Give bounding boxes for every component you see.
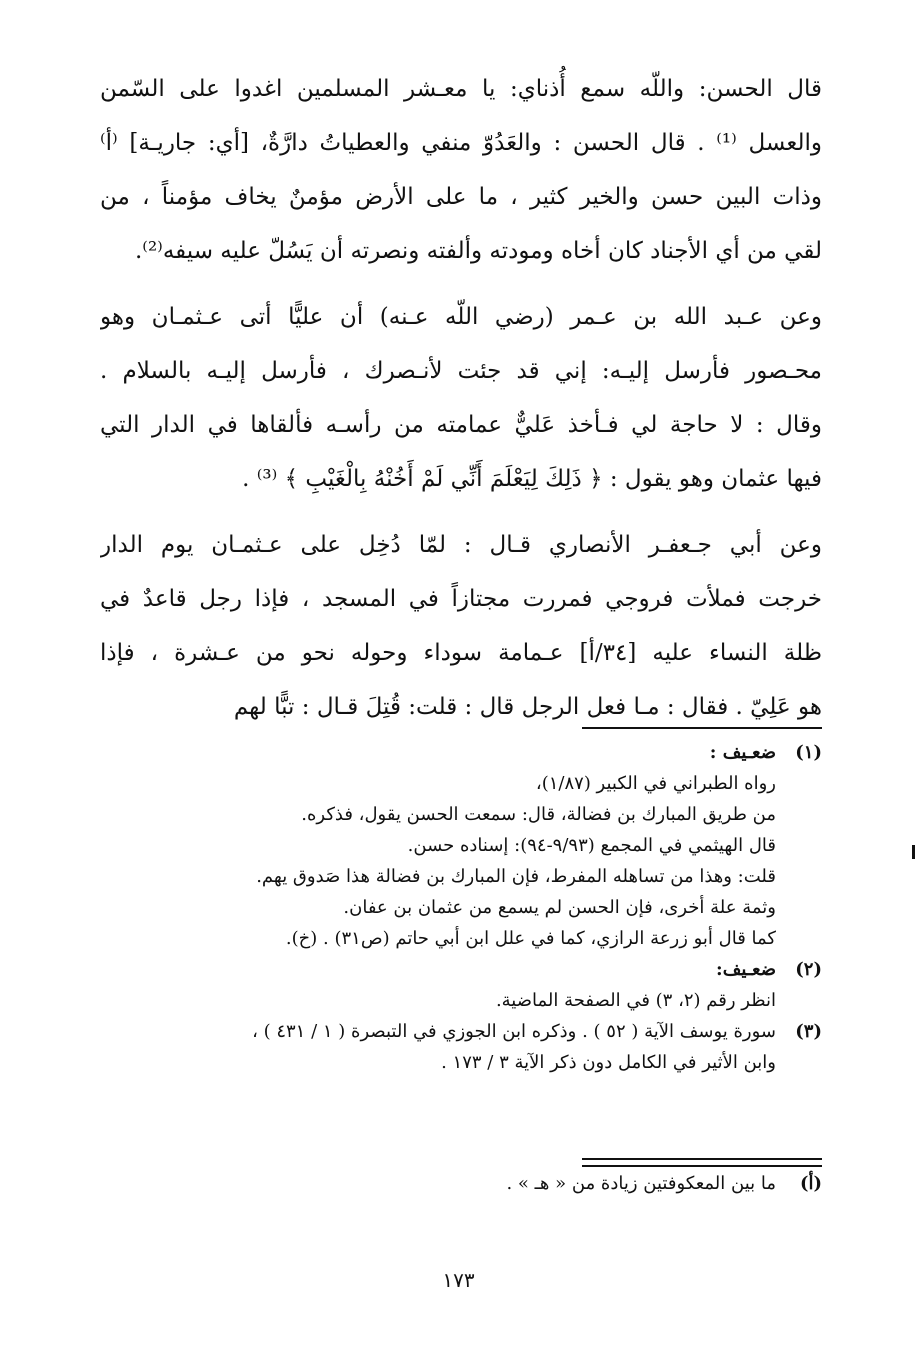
- footnote-line: كما قال أبو زرعة الرازي، كما في علل ابن أبي حاتم (ص٣١) . (خ).: [285, 928, 776, 949]
- text-line: وعن أبي جـعفـر الأنصاري قـال : لمّا دُخِل على عـثمـان يوم الدار: [100, 532, 822, 558]
- text-line: ظلة النساء عليه [٣٤/أ] عـمامة سوداء وحوله نحو من عـشرة ، فإذا: [100, 640, 822, 666]
- footnote-line: قال الهيثمي في المجمع (٩/٩٣-٩٤): إسناده حسن.: [407, 835, 776, 856]
- text-line: والعسل ⁽¹⁾ . قال الحسن : والعَدُوّ منفي والعطياتُ دارَّةٌ، [أي: جاريـة] ⁽أ⁾: [100, 130, 822, 156]
- footnote-line: من طريق المبارك بن فضالة، قال: سمعت الحسن يقول، فذكره.: [301, 804, 776, 825]
- paragraph: [100, 290, 822, 506]
- footnote-line: وابن الأثير في الكامل دون ذكر الآية ٣ / ١٧٣ .: [441, 1052, 776, 1073]
- marginal-note-separator: [582, 1158, 822, 1167]
- footnote-line: رواه الطبراني في الكبير (١/٨٧)،: [535, 773, 776, 794]
- text-line: وعن عـبد الله بن عـمر (رضي اللّه عـنه) أن عليًّا أتى عـثمـان وهو: [100, 304, 822, 330]
- footnote-number: (٣): [795, 1021, 822, 1042]
- footnote: [100, 1016, 822, 1078]
- marginal-note: [100, 1168, 822, 1199]
- text-line: لقي من أي الأجناد كان أخاه ومودته وألفته ونصرته أن يَسُلّ عليه سيفه⁽²⁾.: [134, 238, 822, 264]
- text-line: محـصور فأرسل إليـه: إني قد جئت لأنـصرك ، فأرسل إليـه بالسلام .: [100, 358, 822, 384]
- text-line: فيها عثمان وهو يقول : ﴿ ذَلِكَ لِيَعْلَمَ أَنِّي لَمْ أَخُنْهُ بِالْغَيْبِ ﴾ ⁽³⁾ .: [242, 466, 822, 492]
- text-line: قال الحسن: واللّه سمع أُذناي: يا معـشر المسلمين اغدوا على السّمن: [100, 76, 822, 102]
- paragraph: [100, 62, 822, 278]
- footnote-heading: ضعـيف :: [709, 742, 776, 763]
- text-line: خرجت فملأت فروجي فمررت مجتازاً في المسجد ، فإذا رجل قاعدٌ في: [100, 586, 822, 612]
- footnote-number: (٢): [795, 959, 822, 980]
- editorial-note: [100, 1168, 822, 1199]
- footnote-line: انظر رقم (٢، ٣) في الصفحة الماضية.: [495, 990, 776, 1011]
- footnotes: [100, 737, 822, 1078]
- footnote-line: سورة يوسف الآية ( ٥٢ ) . وذكره ابن الجوزي في التبصرة ( ١ / ٤٣١ ) ،: [252, 1021, 776, 1042]
- scan-edge-mark: [912, 845, 915, 859]
- footnote-line: قلت: وهذا من تساهله المفرط، فإن المبارك بن فضالة هذا صَدوق يهم.: [256, 866, 776, 887]
- footnote: [100, 737, 822, 954]
- page-number: ١٧٣: [442, 1268, 475, 1292]
- footnote-heading: ضعـيف:: [716, 959, 776, 980]
- editorial-note-marker: (أ): [799, 1173, 822, 1194]
- editorial-note-text: ما بين المعكوفتين زيادة من « هـ » .: [506, 1173, 776, 1194]
- text-line: وذات البين حسن والخير كثير ، ما على الأرض مؤمنٌ يخاف مؤمناً ، من: [100, 184, 822, 210]
- text-line: وقال : لا حاجة لي فـأخذ عَليٌّ عمامته من رأسـه فألقاها في الدار التي: [100, 412, 822, 438]
- footnote: [100, 954, 822, 1016]
- paragraph: [100, 518, 822, 734]
- footnote-line: وثمة علة أخرى، فإن الحسن لم يسمع من عثمان بن عفان.: [343, 897, 776, 918]
- main-text: [100, 62, 822, 746]
- footnote-separator: [582, 727, 822, 729]
- footnote-number: (١): [795, 742, 822, 763]
- text-line: هو عَلِيّ . فقال : مـا فعل الرجل قال : قلت: قُتِلَ قـال : تبًّا لهم: [233, 694, 822, 720]
